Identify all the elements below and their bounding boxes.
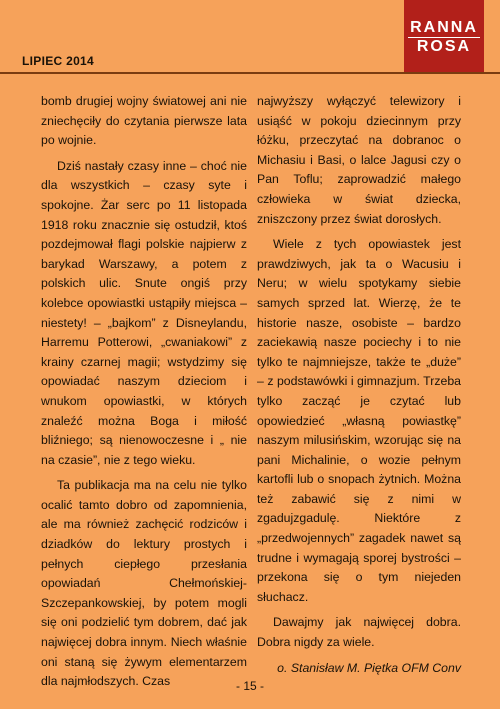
paragraph: Wiele z tych opowiastek jest prawdziwych, jak ta o Wacusiu i Neru; w wielu spotykamy siebie samych sprzed lat. Wierzę, że te historie nasze, osobiste – bardzo zaciekawią nasze pociechy i to nie tylko te najmniejsze, także te „duże” – z podstawówki i gimnazjum. Trzeba tylko zacząć je czytać lub opowiedzieć „własną powiastkę” naszym milusińskim, wzorując się na pani Michalinie, o wozie pełnym kartofli lub o snopach żytnich. Można też zabawić się z nimi w zgadujzgadulę. Niektóre z „przedwojennych” zagadek nawet są trudne i wymagają sporej bystrości – przekona się o tym niejeden słuchacz. [257, 237, 461, 604]
paragraph: Dawajmy jak najwięcej dobra. Dobra nigdy za wiele. [257, 615, 461, 650]
paragraph: najwyższy wyłączyć telewizory i usiąść w pokoju dziecinnym przy łóżku, przeczytać na dobranoc o Michasiu i Basi, o lalce Jagusi czy o Pan Toflu; zaprowadzić małego człowieka w świat dziecka, zniszczony przez świat dorosłych. [257, 94, 461, 226]
magazine-logo [404, 0, 484, 74]
page-number: - 15 - [235, 679, 264, 693]
author-signature: o. Stanisław M. Piętka OFM Conv [277, 660, 461, 675]
header-divider [0, 72, 500, 74]
paragraph: bomb drugiej wojny światowej ani nie zniechęciły do czytania pierwsze lata po wojnie. [41, 94, 247, 148]
paragraph: Dziś nastały czasy inne – choć nie dla wszystkich – czasy syte i spokojne. Żar serc po 11 listopada 1918 roku znacznie się ostudził, ktoś pozdejmował flagi polskie najpierw z barykad Warszawy, a potem z polskich ulic. Snute ongiś przy kolebce opowiastki ustąpiły miejsca – niestety! – „bajkom” z Disneylandu, Harremu Potterowi, „cwaniakowi” z krainy czarnej magii; wstydzimy się opowiadać naszym dzieciom i wnukom opowiastki, w których znaleźć można Boga i miłość bliźniego; są nienowoczesne i „ nie na czasie”, nie z tego wieku. [41, 158, 247, 467]
paragraph: Ta publikacja ma na celu nie tylko ocalić tamto dobro od zapomnienia, ale ma również zachęcić rodziców i dziadków do lektury prostych i pełnych ciepłego przesłania opowiadań Chełmońskiej-Szczepankowskiej, by potem mogli się oni podzielić tym dobrem, dać jak najwięcej dobra innym. Niech właśnie oni staną się żywym elementarzem dla najmłodszych. Czas [41, 478, 247, 689]
logo-line-1: RANNA [410, 18, 478, 36]
right-text-column [257, 92, 461, 684]
logo-line-2: ROSA [416, 37, 472, 55]
issue-date: LIPIEC 2014 [22, 54, 95, 68]
left-text-column [41, 92, 247, 698]
